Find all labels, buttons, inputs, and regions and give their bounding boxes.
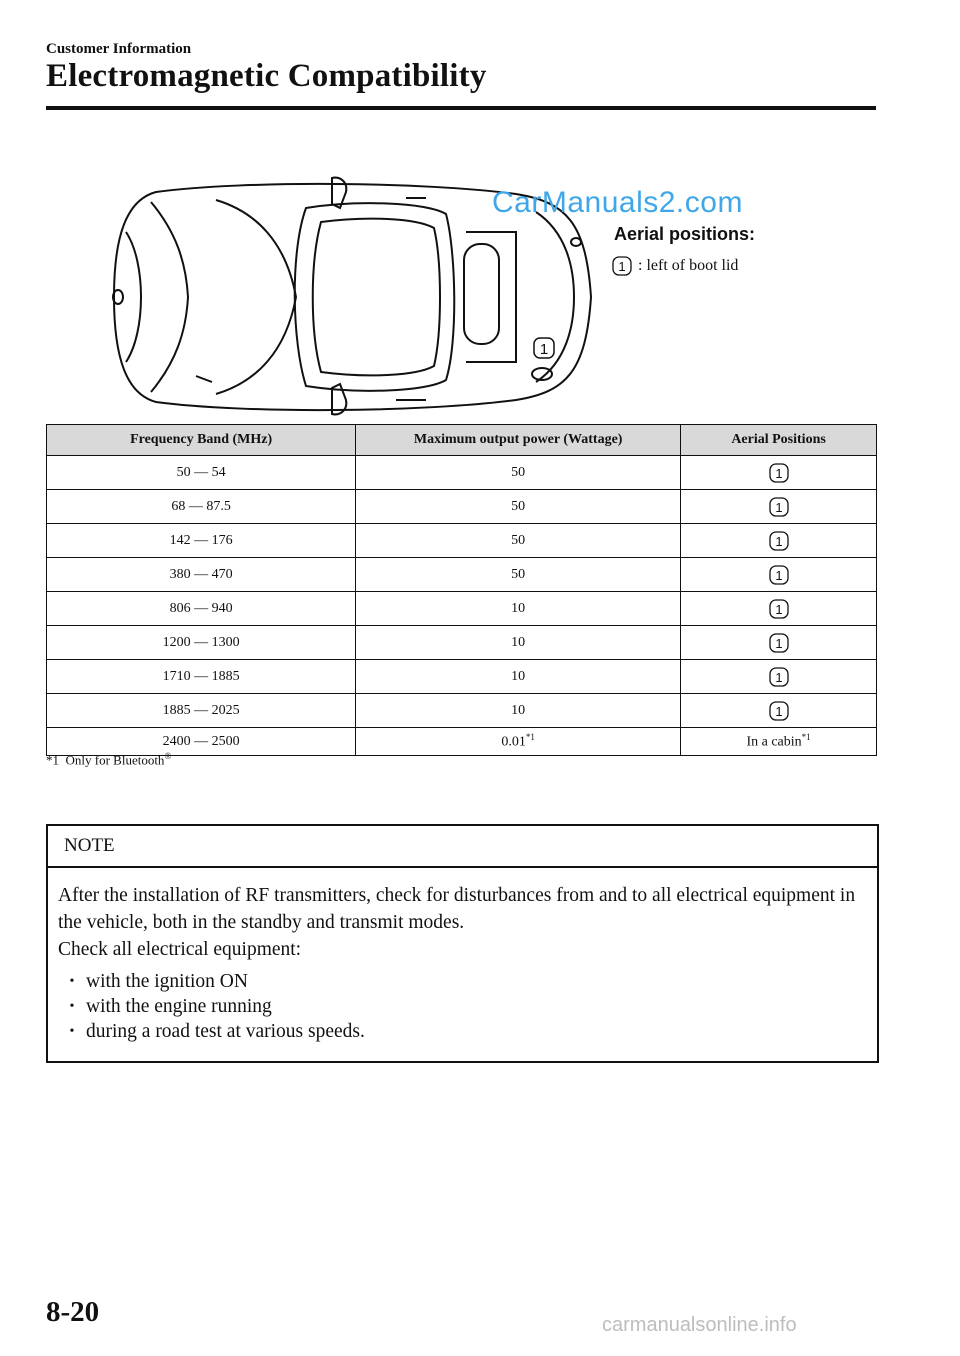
position-1-icon	[769, 565, 789, 585]
aerial-positions-title: Aerial positions:	[614, 224, 756, 244]
table-row	[47, 490, 877, 524]
table-row	[47, 524, 877, 558]
aerial-position-cell	[681, 524, 877, 558]
note-body	[48, 868, 877, 1044]
frequency-table	[46, 424, 877, 756]
position-1-icon	[769, 701, 789, 721]
power-cell: 10	[356, 626, 681, 660]
note-bullet-list	[58, 969, 865, 1044]
aerial-position-cell: In a cabin$^{*1}$	[681, 728, 877, 756]
frequency-band-cell: 1885 — 2025	[47, 694, 356, 728]
power-cell: 10	[356, 592, 681, 626]
power-cell: 50	[356, 558, 681, 592]
col-max-output-power: Maximum output power (Wattage)	[356, 425, 681, 456]
col-aerial-positions: Aerial Positions	[681, 425, 877, 456]
aerial-marker-label: 1	[539, 341, 549, 358]
svg-text:1: 1	[774, 465, 783, 481]
col-frequency-band: Frequency Band (MHz)	[47, 425, 356, 456]
aerial-position-cell	[681, 694, 877, 728]
position-1-icon	[769, 497, 789, 517]
table-row	[47, 558, 877, 592]
frequency-band-cell: 2400 — 2500	[47, 728, 356, 756]
aerial-position-text: : left of boot lid	[638, 257, 739, 274]
power-cell: 50	[356, 490, 681, 524]
list-item: • during a road test at various speeds.	[69, 1021, 365, 1042]
page-title: Electromagnetic Compatibility	[46, 58, 487, 94]
aerial-position-cell	[681, 626, 877, 660]
position-1-icon	[612, 256, 632, 276]
note-box	[46, 824, 879, 1063]
position-1-icon	[769, 531, 789, 551]
section-label: Customer Information	[46, 41, 192, 57]
power-cell: 10	[356, 694, 681, 728]
footnote: *1 Only for Bluetooth®	[46, 751, 172, 768]
svg-text:1: 1	[774, 567, 783, 583]
watermark-top: CarManuals2.com	[492, 186, 743, 219]
position-1-icon	[769, 599, 789, 619]
aerial-position-cell	[681, 592, 877, 626]
table-row	[47, 694, 877, 728]
watermark-bottom: carmanualsonline.info	[602, 1314, 797, 1336]
frequency-band-cell: 1200 — 1300	[47, 626, 356, 660]
note-paragraph: Check all electrical equipment:	[58, 939, 302, 960]
table-row	[47, 660, 877, 694]
svg-text:1: 1	[774, 669, 783, 685]
frequency-band-cell: 380 — 470	[47, 558, 356, 592]
aerial-position-legend	[612, 256, 738, 276]
svg-text:1: 1	[774, 703, 783, 719]
table-row	[47, 626, 877, 660]
aerial-position-cell	[681, 558, 877, 592]
list-item: • with the ignition ON	[69, 971, 248, 992]
svg-text:1: 1	[774, 499, 783, 515]
power-cell: 0.01$^{*1}$	[356, 728, 681, 756]
title-rule	[46, 106, 876, 110]
svg-text:1: 1	[618, 259, 626, 274]
frequency-band-cell: 806 — 940	[47, 592, 356, 626]
power-cell: 50	[356, 524, 681, 558]
frequency-band-cell: 1710 — 1885	[47, 660, 356, 694]
page-number: 8-20	[46, 1296, 100, 1328]
table-row	[47, 456, 877, 490]
position-1-icon	[769, 463, 789, 483]
svg-text:1: 1	[774, 533, 783, 549]
aerial-position-cell	[681, 490, 877, 524]
power-cell: 10	[356, 660, 681, 694]
note-paragraph: After the installation of RF transmitters, check for disturbances from and to all electrical equipment in the vehicle, both in the standby and transmit modes.	[58, 885, 856, 933]
table-row	[47, 592, 877, 626]
power-cell: 50	[356, 456, 681, 490]
position-1-icon	[769, 667, 789, 687]
frequency-band-cell: 142 — 176	[47, 524, 356, 558]
svg-text:1: 1	[774, 635, 783, 651]
list-item: • with the engine running	[69, 996, 272, 1017]
frequency-band-cell: 68 — 87.5	[47, 490, 356, 524]
note-heading: NOTE	[48, 826, 877, 868]
aerial-position-cell	[681, 456, 877, 490]
aerial-position-cell	[681, 660, 877, 694]
position-1-icon	[769, 633, 789, 653]
frequency-band-cell: 50 — 54	[47, 456, 356, 490]
svg-text:1: 1	[774, 601, 783, 617]
